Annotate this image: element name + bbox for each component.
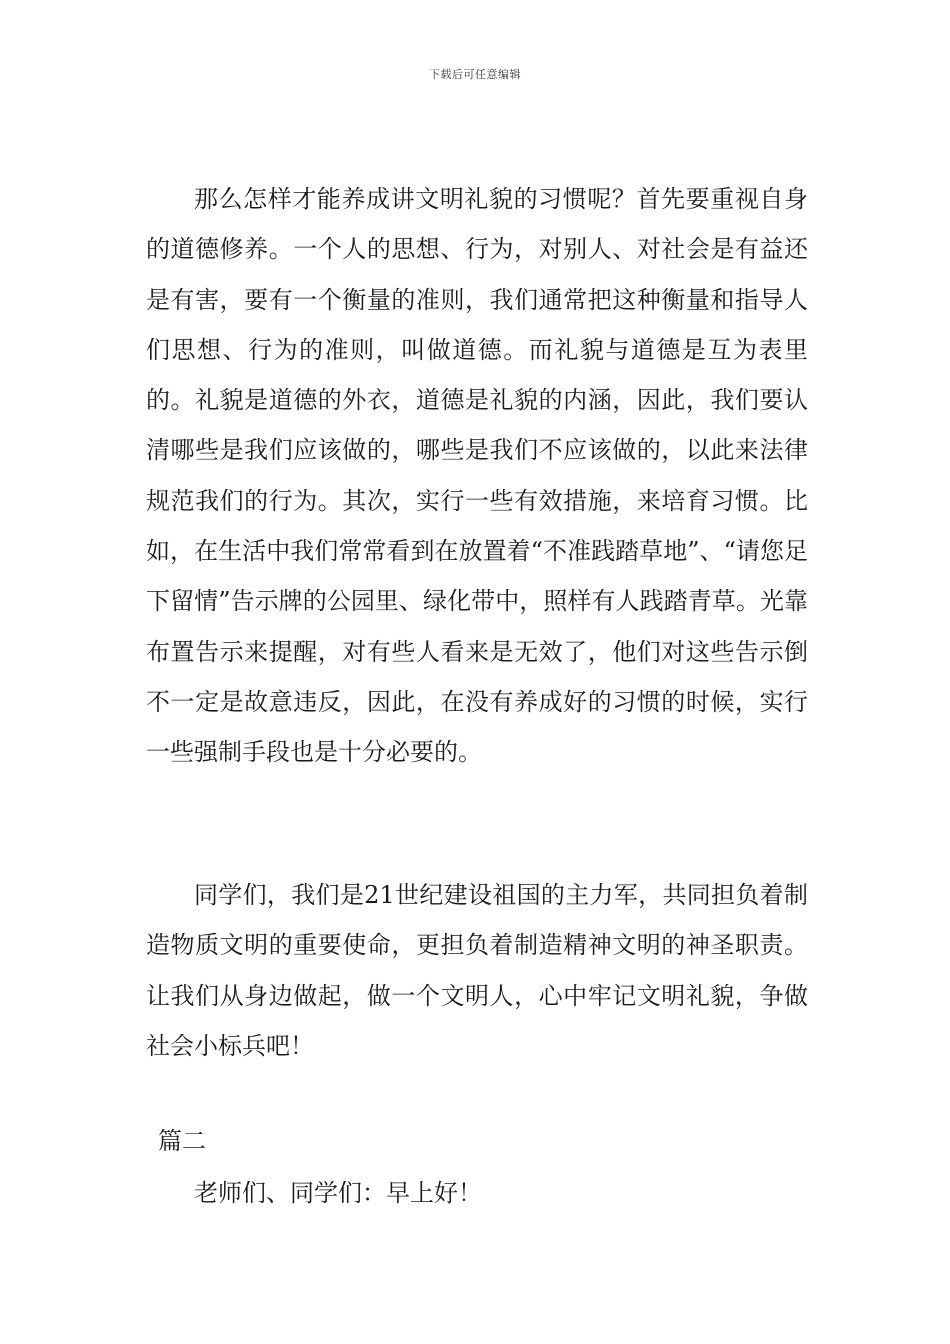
greeting-line: 老师们、同学们：早上好！ [194, 1179, 482, 1207]
section-heading: 篇二 [158, 1127, 206, 1155]
paragraph-1: 那么怎样才能养成讲文明礼貌的习惯呢？首先要重视自身的道德修养。一个人的思想、行为，对别人、对社会是有益还是有害，要有一个衡量的准则，我们通常把这种衡量和指导人们思想、行为的准则，叫做道德。而礼貌与道德是互为表里的。礼貌是道德的外衣，道德是礼貌的内涵，因此，我们要认清哪些是我们应该做的，哪些是我们不应该做的，以此来法律规范我们的行为。其次，实行一些有效措施，来培育习惯。比如，在生活中我们常常看到在放置着“不准践踏草地”、“请您足下留情”告示牌的公园里、绿化带中，照样有人践踏青草。光靠布置告示来提醒，对有些人看来是无效了，他们对这些告示倒不一定是故意违反，因此，在没有养成好的习惯的时候，实行一些强制手段也是十分必要的。 [146, 185, 808, 767]
page-header-note: 下载后可任意编辑 [429, 68, 521, 81]
paragraph-2: 同学们，我们是21世纪建设祖国的主力军，共同担负着制造物质文明的重要使命，更担负着制造精神文明的神圣职责。让我们从身边做起，做一个文明人，心中牢记文明礼貌，争做社会小标兵吧！ [146, 881, 808, 1060]
